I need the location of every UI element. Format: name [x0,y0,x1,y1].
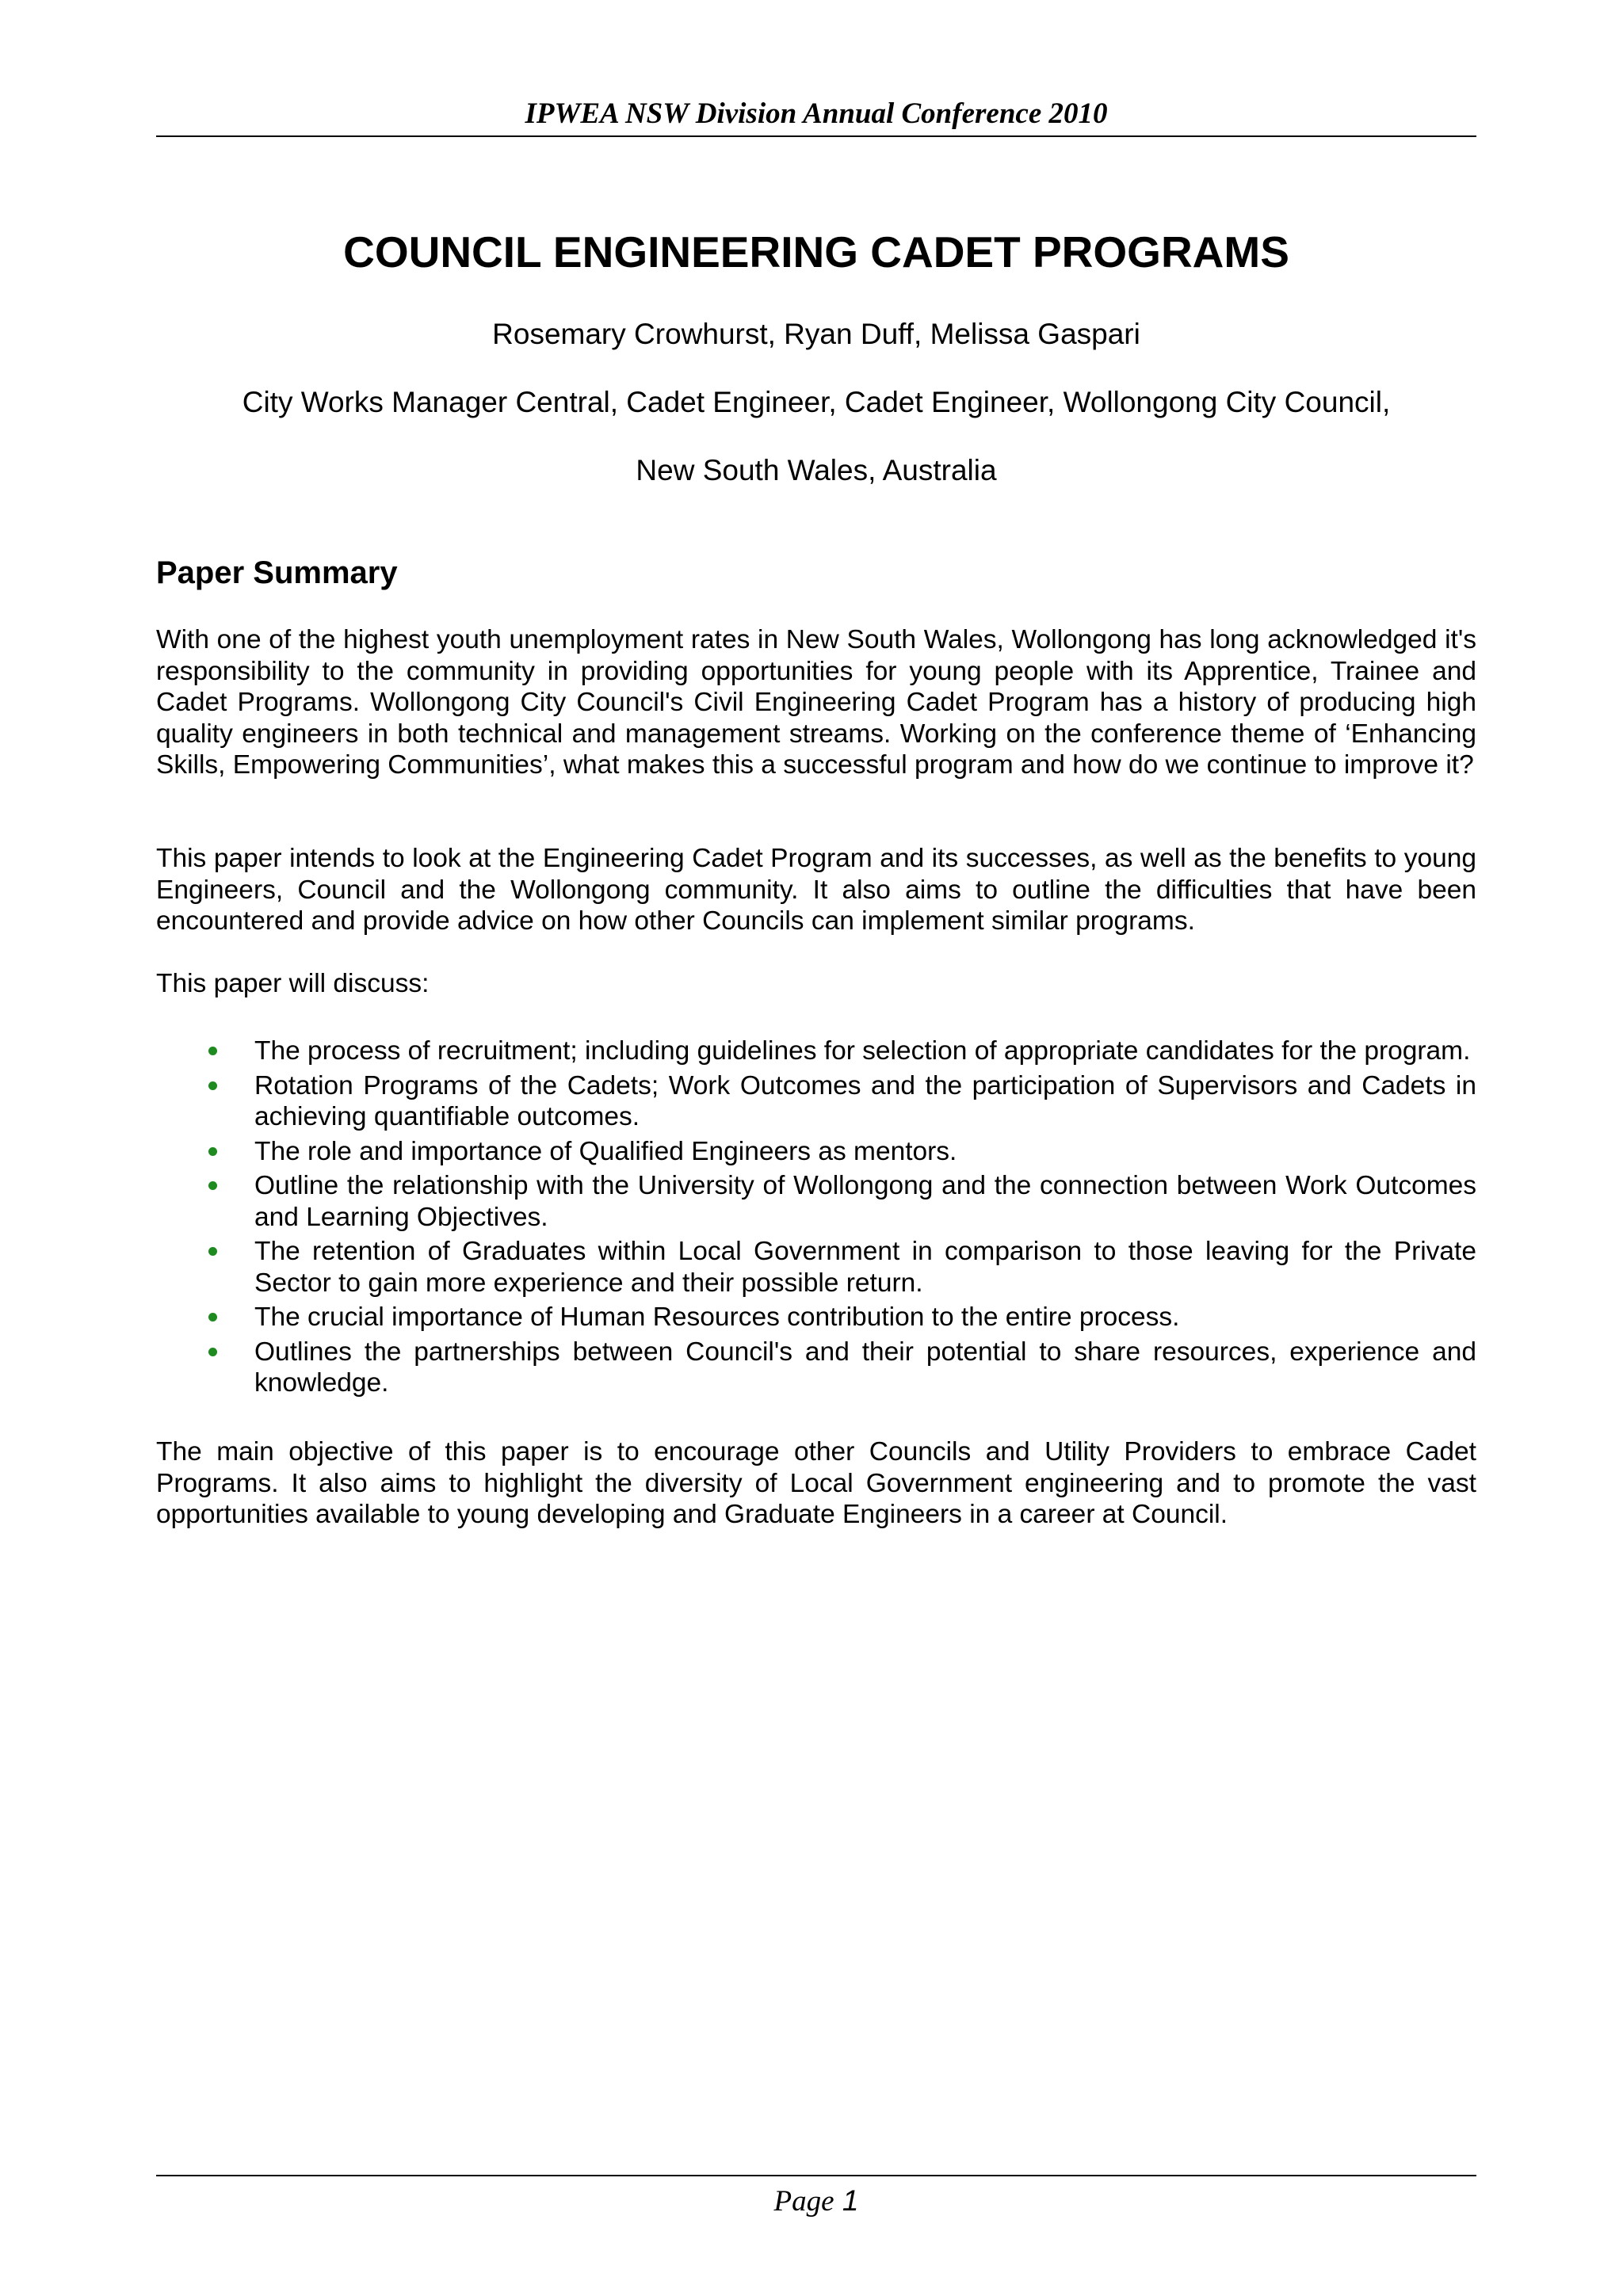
list-item [156,1035,1476,1067]
list-item-text: The process of recruitment; including guidelines for selection of appropriate candidates for the program. [254,1036,1471,1066]
paper-affiliation: City Works Manager Central, Cadet Engineer, Cadet Engineer, Wollongong City Council, [242,386,1391,418]
bullet-icon [208,1313,217,1322]
list-item-text: Outlines the partnerships between Council's and their potential to share resources, experience and knowledge. [254,1337,1476,1398]
list-item [156,1337,1476,1399]
list-item-text: The retention of Graduates within Local Government in comparison to those leaving for the Private Sector to gain more experience and their possible return. [254,1237,1476,1298]
summary-paragraph-3: This paper will discuss: [156,969,430,998]
bullet-icon [208,1081,217,1090]
bullet-icon [208,1247,217,1256]
footer-divider [156,2175,1476,2176]
list-item [156,1136,1476,1168]
list-item-text: The role and importance of Qualified Engineers as mentors. [254,1136,957,1166]
bullet-icon [208,1047,217,1055]
bullet-icon [208,1181,217,1190]
discussion-list [156,1035,1476,1402]
bullet-icon [208,1147,217,1156]
list-item [156,1070,1476,1133]
section-heading: Paper Summary [156,555,398,590]
paper-title: COUNCIL ENGINEERING CADET PROGRAMS [343,227,1289,277]
list-item [156,1236,1476,1299]
summary-paragraph-1: With one of the highest youth unemployment rates in New South Wales, Wollongong has long acknowledged it's responsibility to the community in providing opportunities for young people with its Apprentice, Trainee and Cadet Programs. Wollongong City Council's Civil Engineering Cadet Program has a history of producing high quality engineers in both technical and management streams. Working on the conference theme of ‘Enhancing Skills, Empowering Communities’, what makes this a successful program and how do we continue to improve it? [156,625,1476,780]
page-footer [156,2183,1476,2219]
paper-location: New South Wales, Australia [636,454,997,486]
list-item-text: Outline the relationship with the University of Wollongong and the connection between Work Outcomes and Learning Objectives. [254,1171,1476,1232]
page-number: 1 [842,2184,859,2217]
header-divider [156,135,1476,137]
page-label: Page [773,2185,834,2218]
paper-authors: Rosemary Crowhurst, Ryan Duff, Melissa Gaspari [492,318,1140,350]
closing-paragraph: The main objective of this paper is to encourage other Councils and Utility Providers to embrace Cadet Programs. It also aims to highlight the diversity of Local Government engineering and to promote the vast opportunities available to young developing and Graduate Engineers in a career at Council. [156,1437,1476,1529]
list-item-text: The crucial importance of Human Resources contribution to the entire process. [254,1302,1180,1332]
running-header: IPWEA NSW Division Annual Conference 2010 [525,97,1108,130]
bullet-icon [208,1348,217,1356]
list-item-text: Rotation Programs of the Cadets; Work Outcomes and the participation of Supervisors and Cadets in achieving quantifiable outcomes. [254,1070,1476,1131]
summary-paragraph-2: This paper intends to look at the Engineering Cadet Program and its successes, as well as the benefits to young Engineers, Council and the Wollongong community. It also aims to outline the difficulties that have been encountered and provide advice on how other Councils can implement similar programs. [156,844,1476,936]
list-item [156,1170,1476,1233]
list-item [156,1302,1476,1333]
